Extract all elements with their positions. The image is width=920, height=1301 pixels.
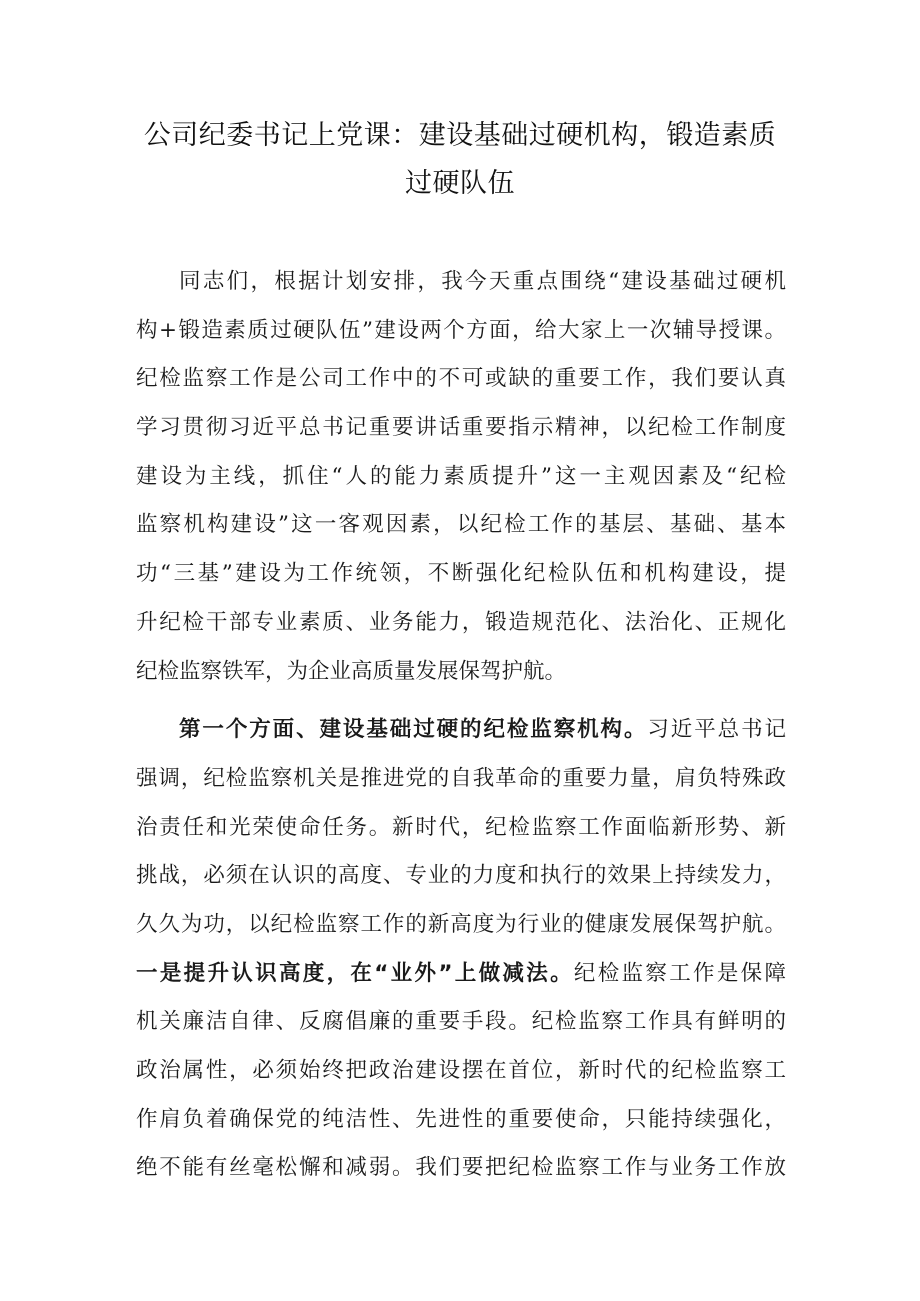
paragraph-line: 学习贯彻习近平总书记重要讲话重要指示精神，以纪检工作制度 <box>136 415 786 441</box>
paragraph-line: 政治属性，必须始终把政治建设摆在首位，新时代的纪检监察工 <box>136 1058 786 1083</box>
paragraph-line: 建设为主线，抓住“人的能力素质提升”这一主观因素及“纪检 <box>136 463 786 489</box>
sub-heading: 一是提升认识高度，在“业外”上做减法。 <box>136 960 574 986</box>
paragraph-line: 升纪检干部专业素质、业务能力，锻造规范化、法治化、正规化 <box>136 609 786 635</box>
section-heading-rest: 习近平总书记 <box>647 717 786 743</box>
paragraph-line: 挑战，必须在认识的高度、专业的力度和执行的效果上持续发力， <box>136 863 786 889</box>
paragraph-line: 久久为功，以纪检监察工作的新高度为行业的健康发展保驾护航。 <box>136 911 786 937</box>
paragraph-line: 构+锻造素质过硬队伍”建设两个方面，给大家上一次辅导授课。 <box>136 317 786 343</box>
paragraph-line: 监察机构建设”这一客观因素，以纪检工作的基层、基础、基本 <box>136 512 786 538</box>
paragraph-spacer <box>136 696 786 706</box>
intro-paragraph <box>136 258 786 696</box>
paragraph-line: 纪检监察铁军，为企业高质量发展保驾护航。 <box>136 658 567 684</box>
title-line-2: 过硬队伍 <box>405 168 515 199</box>
paragraph-line: 同志们，根据计划安排，我今天重点围绕“建设基础过硬机 <box>179 269 786 294</box>
paragraph-line <box>136 950 786 999</box>
paragraph-line: 功“三基”建设为工作统领，不断强化纪检队伍和机构建设，提 <box>136 561 786 587</box>
paragraph-line: 机关廉洁自律、反腐倡廉的重要手段。纪检监察工作具有鲜明的 <box>136 1009 786 1035</box>
paragraph-line: 纪检监察工作是公司工作中的不可或缺的重要工作，我们要认真 <box>136 366 786 392</box>
section-heading: 第一个方面、建设基础过硬的纪检监察机构。 <box>179 717 648 743</box>
sub-heading-rest: 纪检监察工作是保障 <box>573 960 786 986</box>
paragraph-line <box>136 706 786 755</box>
paragraph-line: 作肩负着确保党的纯洁性、先进性的重要使命，只能持续强化， <box>136 1106 786 1132</box>
paragraph-line: 强调，纪检监察机关是推进党的自我革命的重要力量，肩负特殊政 <box>136 765 786 791</box>
document-body <box>136 258 786 1193</box>
paragraph-line: 治责任和光荣使命任务。新时代，纪检监察工作面临新形势、新 <box>136 814 786 840</box>
paragraph-line: 绝不能有丝毫松懈和减弱。我们要把纪检监察工作与业务工作放 <box>136 1155 786 1181</box>
title-line-1: 公司纪委书记上党课：建设基础过硬机构，锻造素质 <box>143 120 777 151</box>
document-title <box>120 112 800 208</box>
section-one-paragraph <box>136 706 786 1193</box>
